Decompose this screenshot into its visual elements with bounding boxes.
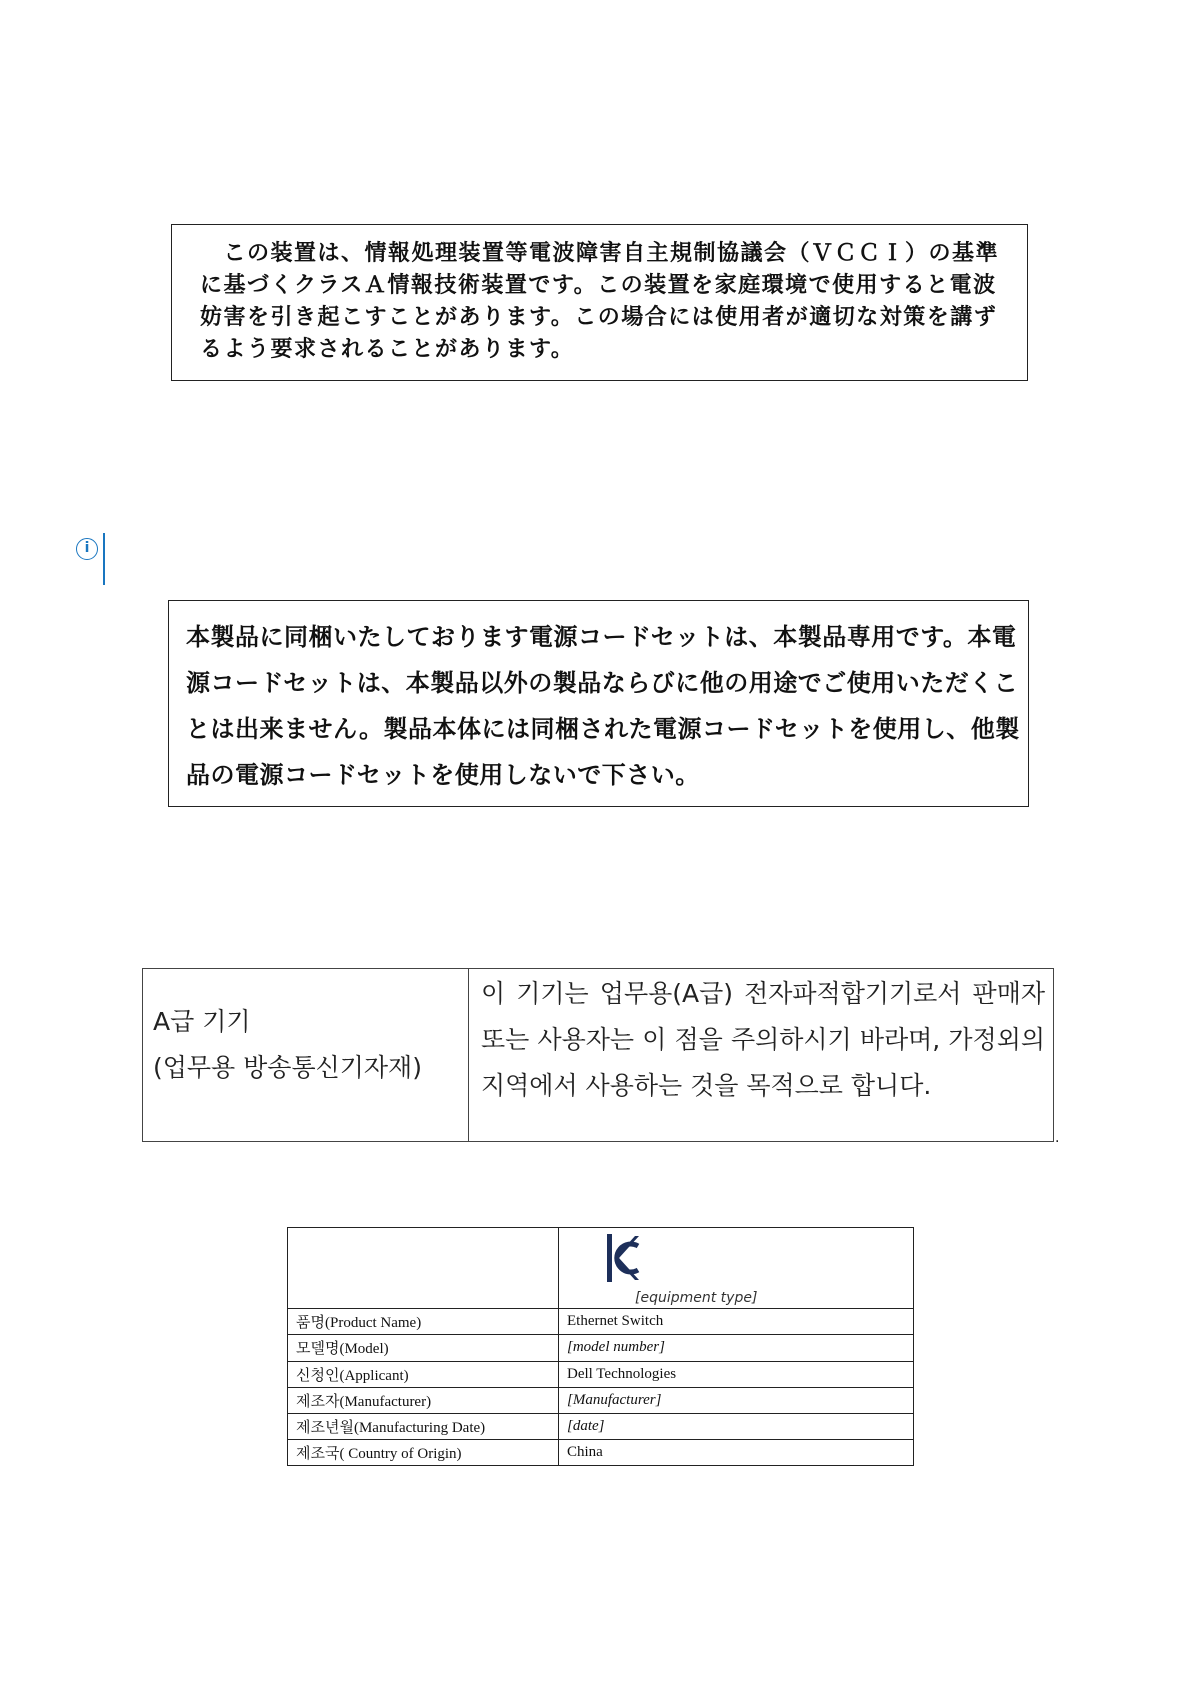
info-icon: [76, 538, 98, 560]
kc-header-empty-cell: [288, 1228, 559, 1309]
kc-row-value: China: [559, 1439, 914, 1465]
kc-certification-table: [287, 1227, 914, 1466]
korea-class-a-text: 이 기기는 업무용(A급) 전자파적합기기로서 판매자 또는 사용자는 이 점을 주의하시기 바라며, 가정외의 지역에서 사용하는 것을 목적으로 합니다.: [481, 979, 1045, 1100]
korea-class-a-label-cell: [143, 969, 469, 1142]
kc-row-value: Dell Technologies: [559, 1361, 914, 1387]
kc-row-label: 품명(Product Name): [288, 1309, 559, 1335]
kc-row-value: [Manufacturer]: [559, 1387, 914, 1413]
kc-header-logo-cell: [559, 1228, 914, 1309]
info-icon-glyph: i: [84, 540, 90, 556]
kc-rows: [288, 1309, 914, 1466]
kc-row: [288, 1413, 914, 1439]
korea-class-a-label: A급 기기 (업무용 방송통신기자재): [153, 1007, 422, 1082]
kc-row-label: 제조자(Manufacturer): [288, 1387, 559, 1413]
kc-row-label: 신청인(Applicant): [288, 1361, 559, 1387]
power-cord-notice-text: 本製品に同梱いたしております電源コードセットは、本製品専用です。本電源コードセットは、本製品以外の製品ならびに他の用途でご使用いただくことは出来ません。製品本体には同梱された電源コードセットを使用し、他製品の電源コードセットを使用しないで下さい。: [186, 623, 1020, 789]
korea-class-a-table: [142, 968, 1054, 1142]
kc-mark-logo: [605, 1232, 641, 1284]
kc-row-label: 제조국( Country of Origin): [288, 1439, 559, 1465]
kc-row: [288, 1309, 914, 1335]
kc-row-label: 모델명(Model): [288, 1335, 559, 1361]
note-bar: [103, 533, 105, 585]
kc-row-value: Ethernet Switch: [559, 1309, 914, 1335]
kc-row: [288, 1335, 914, 1361]
vcci-notice-text: この装置は、情報処理装置等電波障害自主規制協議会（ＶＣＣＩ）の基準に基づくクラスＡ情報技術装置です。この装置を家庭環境で使用すると電波妨害を引き起こすことがあります。この場合には使用者が適切な対策を講ずるよう要求されることがあります。: [200, 241, 1000, 362]
kc-row-value: [model number]: [559, 1335, 914, 1361]
kc-row: [288, 1387, 914, 1413]
kc-row-value: [date]: [559, 1413, 914, 1439]
kc-row-label: 제조년월(Manufacturing Date): [288, 1413, 559, 1439]
korea-class-a-text-cell: [469, 969, 1054, 1142]
trailing-dot: .: [1055, 1130, 1060, 1146]
equipment-type-label: [equipment type]: [635, 1290, 758, 1307]
kc-row: [288, 1439, 914, 1465]
kc-row: [288, 1361, 914, 1387]
